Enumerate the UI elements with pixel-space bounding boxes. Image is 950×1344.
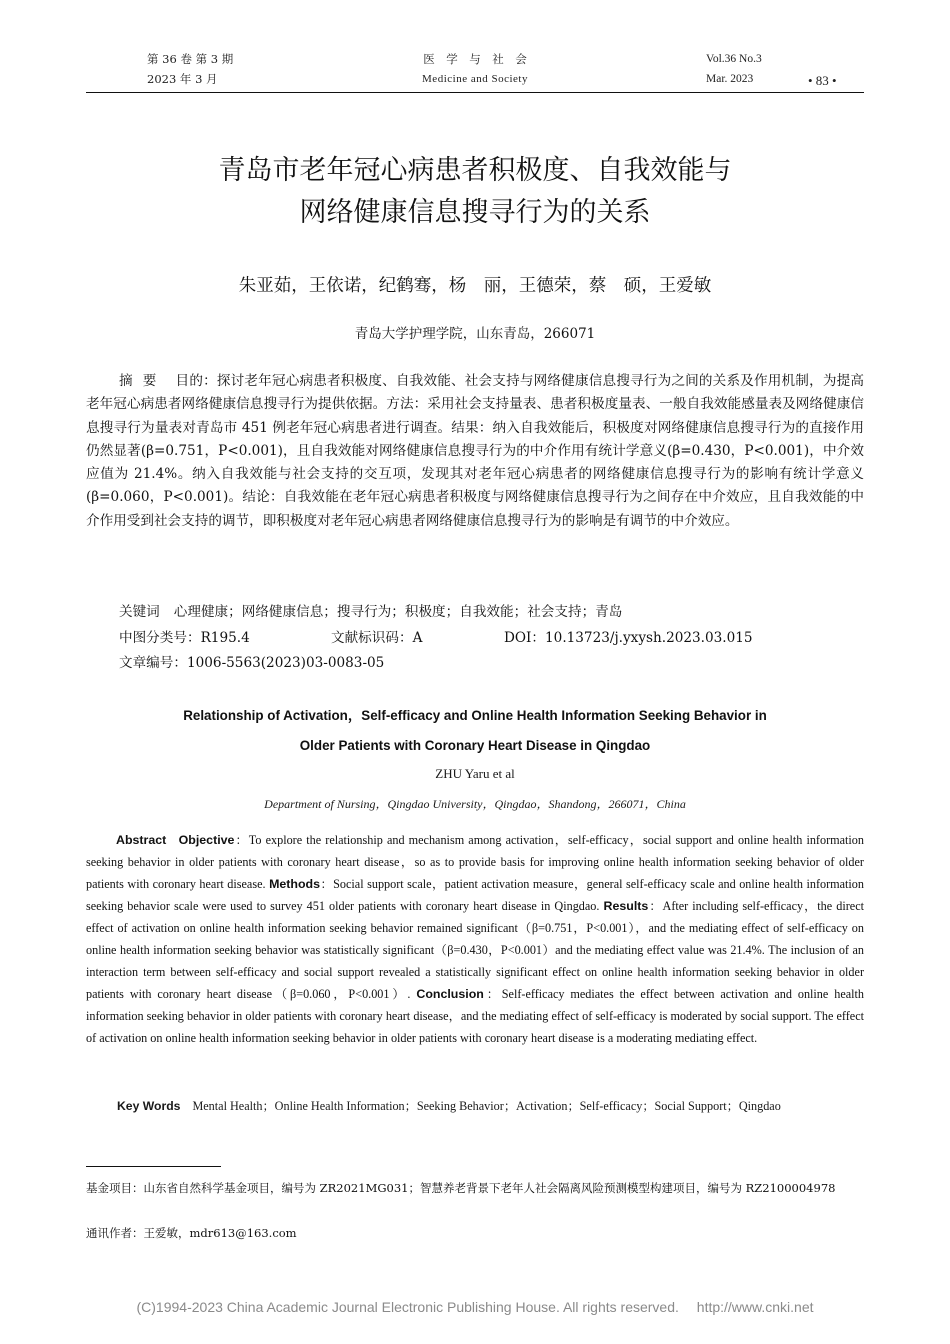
keywords-en [117,1097,867,1114]
title-line-2: 网络健康信息搜寻行为的关系 [299,197,651,228]
abstract-cn-text: 目的：探讨老年冠心病患者积极度、自我效能、社会支持与网络健康信息搜寻行为之间的关系及作用机制，为提高老年冠心病患者网络健康信息搜寻行为提供依据。方法：采用社会支持量表、患者积极度量表、一般自我效能感量表及网络健康信息搜寻行为量表对青岛市 451 例老年冠心病患者进行调查。结果：纳入自我效能后，积极度对网络健康信息搜寻行为的直接作用仍然显著(β=0.751，P<0.001)，且自我效能对网络健康信息搜寻行为的中介作用有统计学意义(β=0.430，P<0.001)，中介效应值为 21.4%。纳入自我效能与社会支持的交互项，发现其对老年冠心病患者的网络健康信息搜寻行为的影响有统计学意义(β=0.060，P<0.001)。结论：自我效能在老年冠心病患者积极度与网络健康信息搜寻行为之间存在中介效应，且自我效能的中介作用受到社会支持的调节，即积极度对老年冠心病患者网络健康信息搜寻行为的影响是有调节的中介效应。 [86,373,864,529]
article-number-label: 文章编号： [119,655,187,671]
conclusion-text: ：Self-efficacy mediates the effect between activation and online health information seeking behavior in older patients with coronary heart disease，and the mediating effect of self-efficacy is moderated by social support. The effect of activation on online health information seeking behavior in older patients with coronary heart disease is a moderating mediating effect. [86,987,864,1045]
article-number-value: 1006-5563(2023)03-0083-05 [186,655,385,671]
header-date-cn: 2023 年 3 月 [147,72,218,86]
header-volume-cn: 第 36 卷 第 3 期 [147,52,234,66]
affiliation-en: Department of Nursing，Qingdao University，Qingdao，Shandong，266071，China [264,797,686,811]
copyright-notice: (C)1994-2023 China Academic Journal Electronic Publishing House. All rights reserved. http://www.cnki.net [136,1299,814,1315]
header-journal-cn: 医 学 与 社 会 [423,52,527,66]
authors: 朱亚茹，王依诺，纪鹤骞，杨 丽，王德荣，蔡 硕，王爱敏 [238,276,712,296]
doc-code-label: 文献标识码： [331,630,413,646]
header-date-en: Mar. 2023 [706,73,754,85]
clc-value: R195.4 [200,630,250,646]
objective-text: ：To explore the relationship and mechanism among activation，self-efficacy，social support and online health information seeking behavior in older patients with coronary heart disease，so as to provide basis for improving online health information seeking behavior of older patients with coronary heart disease. [86,833,864,891]
title-line-1: 青岛市老年冠心病患者积极度、自我效能与 [218,155,732,186]
corresponding-label: 通讯作者： [86,1226,144,1240]
abstract-cn-label: 摘要 [119,373,167,389]
abstract-en-label: Abstract [116,833,167,847]
abstract-en [86,829,864,1049]
title-en-line-1: Relationship of Activation，Self-efficacy and Online Health Information Seeking Behavior in [183,708,767,723]
doc-code-value: A [412,630,423,646]
funding-label: 基金项目： [86,1181,144,1195]
clc-field [119,627,331,650]
author-en: ZHU Yaru et al [435,766,515,781]
funding-text: 山东省自然科学基金项目，编号为 ZR2021MG031；智慧养老背景下老年人社会隔离风险预测模型构建项目，编号为 RZ2100004978 [143,1181,836,1195]
objective-label: Objective [178,833,235,847]
funding-note [86,1178,864,1199]
title-en-line-2: Older Patients with Coronary Heart Disease in Qingdao [299,738,651,753]
doi-field [504,627,753,650]
affiliation: 青岛大学护理学院，山东青岛，266071 [354,326,596,342]
doi-value: 10.13723/j.yxysh.2023.03.015 [545,630,753,646]
keywords-en-label: Key Words [117,1099,181,1113]
methods-label: Methods [269,877,320,891]
keywords-cn-label: 关键词 [119,604,160,620]
clc-label: 中图分类号： [119,630,201,646]
results-text: ：After including self-efficacy，the direct effect of activation on online health information seeking behavior remained significant（β=0.751，P<0.001），and the mediating effect of self-efficacy on online health information seeking behavior was statistically significant（β=0.430，P<0.001）and the mediating effect value was 21.4%. The inclusion of an interaction term between self-efficacy and social support revealed a statistically significant effect on online health information seeking behavior in older patients with coronary heart disease（β=0.060，P<0.001）. [86,899,864,1001]
keywords-en-text: Mental Health；Online Health Information；Seeking Behavior；Activation；Self-efficacy；Social Support；Qingdao [192,1099,781,1113]
keywords-cn [119,601,864,624]
methods-text: ：Social support scale，patient activation measure，general self-efficacy scale and online health information seeking behavior scale were used to survey 451 older patients with coronary heart disease in Qingdao. [86,877,864,913]
corresponding-author-note [86,1223,864,1244]
abstract-cn [86,370,864,533]
header-journal-en: Medicine and Society [422,73,528,85]
conclusion-label: Conclusion [416,987,484,1001]
header-rule [86,92,864,93]
results-label: Results [603,899,649,913]
header-volume-en: Vol.36 No.3 [706,53,762,65]
doc-code-field [331,627,504,650]
article-number-row [119,652,864,675]
classification-row [119,627,864,650]
footnote-rule [86,1166,221,1167]
keywords-cn-text: 心理健康；网络健康信息；搜寻行为；积极度；自我效能；社会支持；青岛 [173,604,623,620]
corresponding-text: 王爱敏，mdr613@163.com [143,1226,297,1240]
doi-label: DOI： [504,630,546,646]
page-number: • 83 • [808,73,837,88]
